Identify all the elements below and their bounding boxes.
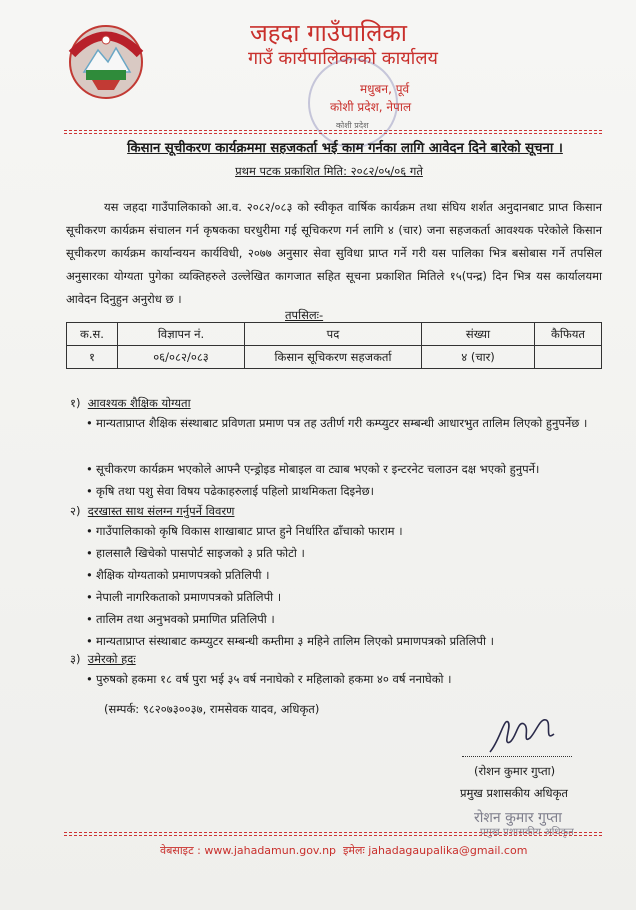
signatory-name: (रोशन कुमार गुप्ता) (474, 764, 556, 778)
email-link[interactable]: jahadagaupalika@gmail.com (368, 844, 528, 857)
notice-body-text: यस जहदा गाउँपालिकाको आ.व. २०८२/०८३ को स्वीकृत वार्षिक कार्यक्रम तथा संघिय शर्शत अनुदानबाट प्राप्त किसान सूचीकरण कार्यक्रम संचालन गर्न कृषकका घरधुरीमा गई सूचिकरण गर्न लागि ४ (चार) जना सहजकर्ता आवश्यक परेकोले किसान सूचीकरण कार्यक्रम कार्यान्वयन कार्यविधी, २०७७ अनुसार सेवा सुविधा प्राप्त गर्ने गरी यस पालिका भित्र बसोबास गर्ने तपसिल अनुसारका योग्यता पुगेका व्यक्तिहरुले उल्लेखित कागजात सहित सूचना प्रकाशित मितिले १५(पन्द्र) दिन भित्र यस कार्यालयमा आवेदन दिनुहुन अनुरोध छ । (66, 200, 602, 306)
table-cell (535, 346, 602, 369)
col-header: विज्ञापन नं. (118, 323, 245, 346)
notice-body (66, 196, 602, 311)
website-link[interactable]: www.jahadamun.gov.np (204, 844, 337, 857)
contact-info: (सम्पर्क: ९८२०७३००३७, रामसेवक यादव, अधिकृत) (104, 702, 320, 716)
list-item: • कृषि तथा पशु सेवा विषय पढेकाहरुलाई पहिलो प्राथमिकता दिइनेछ। (96, 480, 606, 502)
header-divider (64, 130, 602, 131)
name-stamp: रोशन कुमार गुप्ता (474, 810, 562, 826)
footer-divider-2 (64, 835, 602, 836)
section-title: आवश्यक शैक्षिक योग्यता (87, 396, 191, 410)
table-cell: ०६/०८२/०८३ (118, 346, 245, 369)
signature-line (462, 756, 572, 757)
section-heading (70, 652, 136, 667)
table-header-row (67, 323, 602, 346)
section-heading (70, 504, 234, 519)
section-number: २) (70, 504, 81, 518)
section-number: ३) (70, 652, 81, 666)
footer (160, 843, 527, 858)
website-label: वेबसाइट : (160, 844, 201, 857)
table-cell: किसान सूचिकरण सहजकर्ता (245, 346, 422, 369)
table-cell: १ (67, 346, 118, 369)
list-item: • मान्यताप्राप्त शैक्षिक संस्थाबाट प्रविणता प्रमाण पत्र तह उतीर्ण गरी कम्प्युटर सम्बन्धी आधारभुत तालिम लिएको हुनुपर्नेछ । (96, 412, 606, 434)
section-title: दरखास्त साथ संलग्न गर्नुपर्ने विवरण (87, 504, 235, 518)
header-divider-2 (64, 133, 602, 134)
publication-date: प्रथम पटक प्रकाशित मिति: २०८२/०५/०६ गते (235, 164, 423, 178)
list-item: • सूचीकरण कार्यक्रम भएकोले आफ्नै एन्ड्रोइड मोबाइल वा ट्याब भएको र इन्टरनेट चलाउन दक्ष भएको हुनुपर्ने। (96, 458, 606, 480)
signatory-role: प्रमुख प्रशासकीय अधिकृत (460, 786, 568, 800)
table-cell: ४ (चार) (422, 346, 535, 369)
stamp-text: कोशी प्रदेश (336, 121, 369, 130)
office-name: गाउँ कार्यपालिकाको कार्यालय (248, 48, 438, 69)
office-place: मधुबन, पूर्व (360, 82, 410, 96)
section-title: उमेरको हदः (87, 652, 136, 666)
list-item: • नेपाली नागरिकताको प्रमाणपत्रको प्रतिलिपी । (96, 586, 606, 608)
list-item: • गाउँपालिकाको कृषि विकास शाखाबाट प्राप्त हुने निर्धारित ढाँचाको फाराम । (96, 520, 606, 542)
list-item: • मान्यताप्राप्त संस्थाबाट कम्प्युटर सम्बन्धी कम्तीमा ३ महिने तालिम लिएको प्रमाणपत्रको प्रतिलिपी । (96, 630, 606, 652)
list-item: • शैक्षिक योग्यताको प्रमाणपत्रको प्रतिलिपी । (96, 564, 606, 586)
vacancy-table (66, 322, 602, 369)
col-header: पद (245, 323, 422, 346)
nepal-emblem-icon (62, 14, 150, 102)
notice-title: किसान सूचीकरण कार्यक्रममा सहजकर्ता भई काम गर्नका लागि आवेदन दिने बारेको सूचना । (127, 141, 563, 156)
footer-divider (64, 832, 602, 833)
col-header: संख्या (422, 323, 535, 346)
section-heading (70, 396, 191, 411)
role-stamp: प्रमुख प्रशासकीय अधिकृत (480, 827, 574, 838)
list-item: • पुरुषको हकमा १८ वर्ष पुरा भई ३५ वर्ष ननाघेको र महिलाको हकमा ४० वर्ष ननाघेको । (96, 668, 606, 690)
list-item: • तालिम तथा अनुभवको प्रमाणित प्रतिलिपी । (96, 608, 606, 630)
municipality-name: जहदा गाउँपालिका (250, 19, 408, 47)
col-header: क.स. (67, 323, 118, 346)
email-label: इमेलः (343, 844, 365, 857)
signature-icon (486, 712, 558, 756)
section-number: १) (70, 396, 81, 410)
col-header: कैफियत (535, 323, 602, 346)
table-row (67, 346, 602, 369)
office-province: कोशी प्रदेश, नेपाल (330, 100, 412, 114)
list-item: • हालसालै खिचेको पासपोर्ट साइजको ३ प्रति फोटो । (96, 542, 606, 564)
details-heading: तपसिलः- (285, 308, 324, 322)
